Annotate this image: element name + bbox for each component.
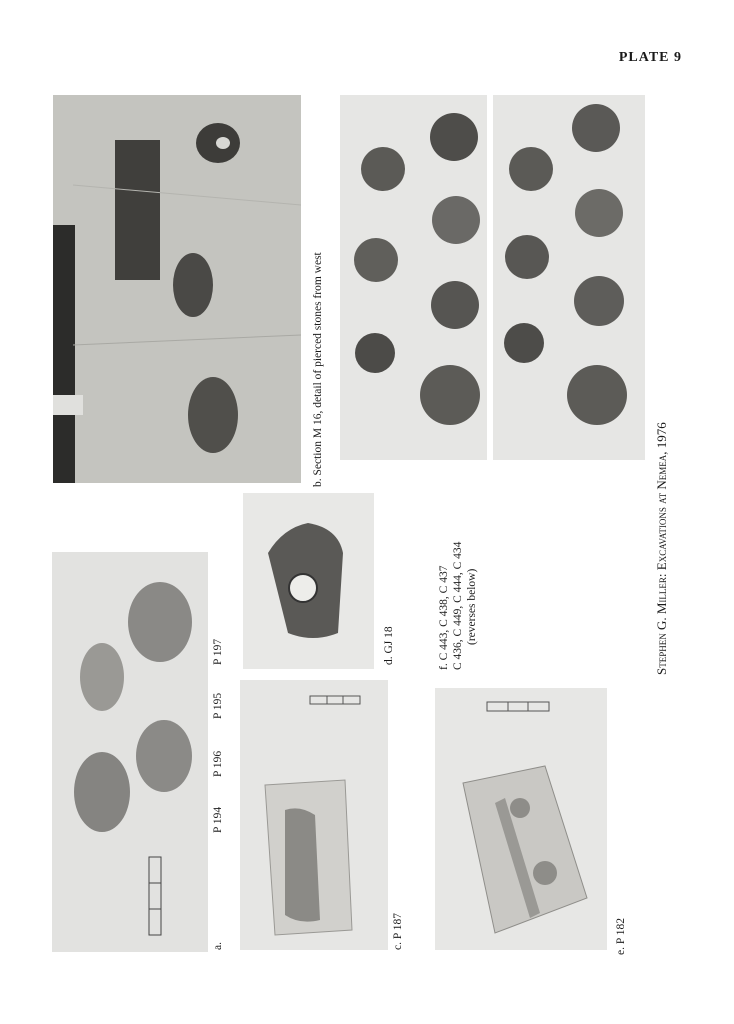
caption-b: b. Section M 16, detail of pierced stones from west — [312, 252, 324, 487]
photo-a-image — [52, 552, 208, 952]
photo-b-section — [53, 95, 301, 483]
plate-header — [619, 50, 682, 66]
caption-a-letter: a. — [212, 942, 224, 950]
caption-c: c. P 187 — [392, 913, 404, 950]
photo-a-bowls — [52, 552, 208, 952]
caption-e: e. P 182 — [615, 918, 627, 955]
plate-label: PLATE — [618, 50, 670, 65]
photo-f-coins-obverse — [340, 95, 487, 460]
photo-e-p182 — [435, 688, 607, 950]
photo-e-image — [435, 688, 607, 950]
caption-a-p195: P 195 — [212, 692, 224, 719]
photo-f-coins-reverse — [493, 95, 645, 460]
caption-f-line3: (reverses below) — [466, 568, 478, 645]
photo-b-image — [53, 95, 301, 483]
caption-f-line1: f. C 443, C 438, C 437 — [438, 565, 450, 670]
footer-credit: Stephen G. Miller: Excavations at Nemea, 1976 — [654, 422, 669, 675]
photo-c-p187 — [240, 680, 388, 950]
caption-a-p197: P 197 — [212, 638, 224, 665]
caption-a-p194: P 194 — [212, 806, 224, 833]
photo-f-obverse-image — [340, 95, 487, 460]
caption-f-line2: C 436, C 449, C 444, C 434 — [452, 541, 464, 670]
caption-a-p196: P 196 — [212, 750, 224, 777]
caption-d: d. GJ 18 — [383, 626, 395, 665]
photo-d-image — [243, 493, 374, 669]
plate-number: 9 — [674, 50, 682, 65]
photo-f-reverse-image — [493, 95, 645, 460]
photo-c-image — [240, 680, 388, 950]
photo-d-gj18 — [243, 493, 374, 669]
